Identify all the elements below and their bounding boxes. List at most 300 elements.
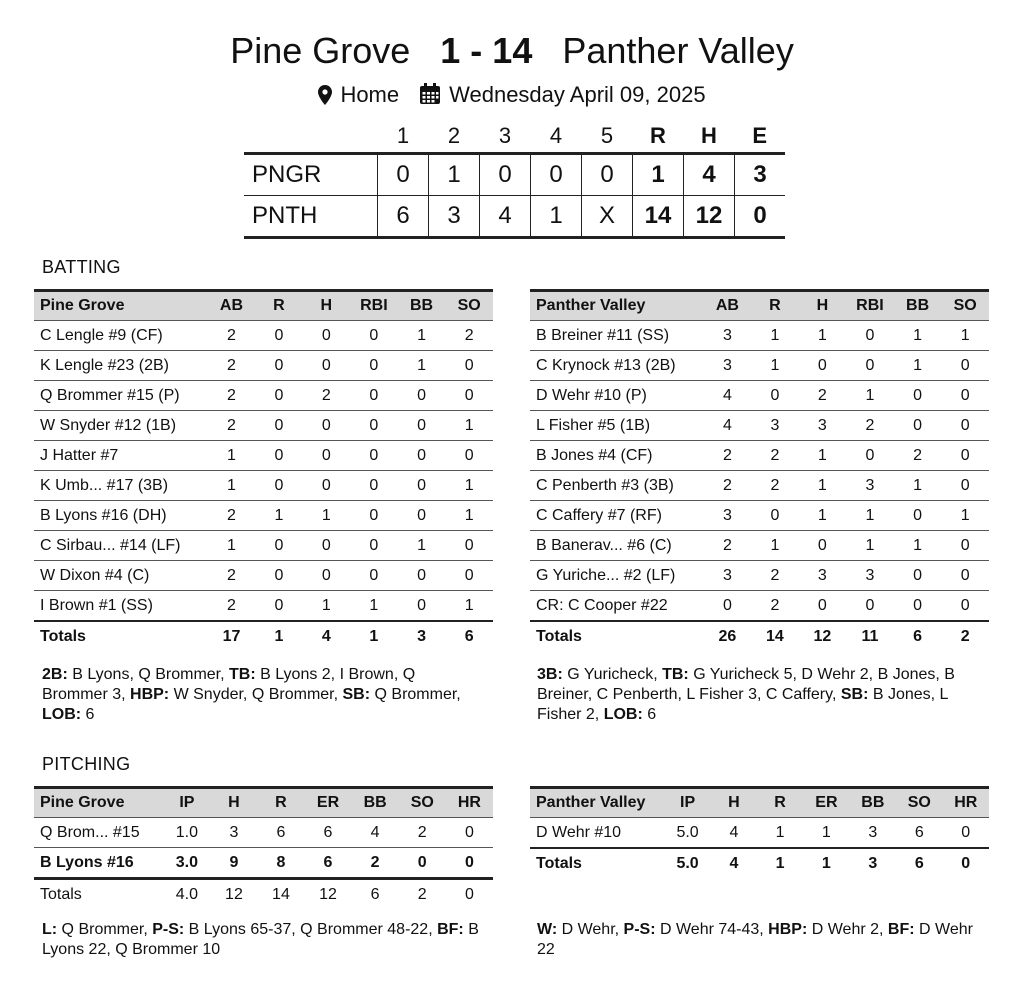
stat-cell: 1 — [398, 351, 446, 381]
stat-cell: 2 — [704, 471, 752, 501]
stat-header-row — [530, 788, 989, 818]
stat-cell: 1 — [208, 471, 256, 501]
totals-cell: 6 — [896, 848, 942, 878]
linescore-inning-cell: 1 — [429, 154, 480, 196]
stat-cell: 1 — [751, 321, 798, 351]
totals-cell: 12 — [319, 885, 337, 903]
stat-cell: 1 — [846, 501, 894, 531]
stat-cell: 0 — [941, 531, 989, 561]
stat-cell: 2 — [208, 321, 256, 351]
stat-cell: 0 — [255, 411, 302, 441]
linescore-r-cell: 1 — [633, 154, 684, 196]
stat-cell: 0 — [398, 471, 446, 501]
stat-cell: 1 — [751, 351, 798, 381]
linescore-inning-cell: 4 — [480, 196, 531, 238]
note-text: B Lyons 2, I Brown, Q Brommer 3, — [42, 666, 416, 703]
linescore-inning-cell: 1 — [531, 196, 582, 238]
player-name: B Jones #4 (CF) — [530, 441, 704, 471]
totals-cell: 6 — [445, 621, 493, 651]
stat-cell: 3 — [850, 818, 896, 849]
linescore-inning-cell: 0 — [582, 154, 633, 196]
player-row — [34, 818, 493, 848]
stat-cell: 3 — [799, 561, 846, 591]
stat-cell: 0 — [751, 501, 798, 531]
location-pin-icon — [318, 85, 332, 111]
column-header: ER — [803, 788, 849, 818]
stat-cell: 0 — [303, 441, 350, 471]
stat-cell: 0 — [894, 591, 942, 622]
note-label: BF: — [437, 921, 464, 938]
column-header: SO — [941, 291, 989, 321]
note-text: 6 — [642, 706, 657, 723]
stat-cell: 0 — [350, 381, 398, 411]
stat-cell: 3 — [846, 471, 894, 501]
player-row — [34, 561, 493, 591]
player-row — [530, 321, 989, 351]
stat-cell: 2 — [352, 848, 399, 879]
totals-row — [530, 621, 989, 651]
player-row — [34, 591, 493, 622]
column-header: RBI — [846, 291, 894, 321]
player-name: Q Brom... #15 — [34, 818, 163, 848]
player-name: G Yuriche... #2 (LF) — [530, 561, 704, 591]
stat-cell: 2 — [303, 381, 350, 411]
stat-cell: 1 — [799, 501, 846, 531]
note-label: 2B: — [42, 666, 68, 683]
stat-cell: 6 — [304, 848, 351, 879]
totals-cell: 14 — [751, 621, 798, 651]
stat-cell: 3 — [704, 351, 752, 381]
player-row — [530, 501, 989, 531]
stat-cell: 3 — [704, 561, 752, 591]
totals-cell: 14 — [272, 885, 290, 903]
column-header: SO — [896, 788, 942, 818]
column-header: R — [757, 788, 803, 818]
player-name: CR: C Cooper #22 — [530, 591, 704, 622]
home-team-name: Pine Grove — [230, 30, 411, 71]
stat-cell: 0 — [941, 381, 989, 411]
stat-cell: 0 — [799, 351, 846, 381]
stat-cell: 0 — [255, 321, 302, 351]
column-header: IP — [664, 788, 710, 818]
player-name: C Krynock #13 (2B) — [530, 351, 704, 381]
team-header: Pine Grove — [34, 291, 208, 321]
stat-cell: 0 — [255, 351, 302, 381]
stat-cell: 0 — [941, 561, 989, 591]
player-name: D Wehr #10 (P) — [530, 381, 704, 411]
column-header: BB — [850, 788, 896, 818]
player-row — [530, 351, 989, 381]
note-label: LOB: — [42, 706, 82, 723]
stat-cell: 4 — [704, 381, 752, 411]
stat-cell: 0 — [445, 441, 493, 471]
stat-cell: 0 — [255, 561, 302, 591]
totals-cell: 0 — [943, 848, 990, 878]
stat-cell: 3 — [704, 321, 752, 351]
stat-cell: 0 — [255, 381, 302, 411]
player-name: B Lyons #16 — [34, 848, 163, 879]
stat-cell: 0 — [941, 411, 989, 441]
stat-cell: 0 — [399, 848, 446, 879]
linescore-inning-cell: X — [582, 196, 633, 238]
stat-cell: 1 — [799, 321, 846, 351]
column-header: HR — [943, 788, 990, 818]
stat-cell: 0 — [846, 351, 894, 381]
stat-cell: 1 — [303, 591, 350, 622]
stat-cell: 0 — [894, 501, 942, 531]
stat-header-row — [34, 788, 493, 818]
linescore-row — [244, 154, 785, 196]
location-label: Home — [340, 82, 400, 107]
stat-cell: 2 — [208, 501, 256, 531]
stat-cell: 1 — [894, 321, 942, 351]
stat-cell: 0 — [255, 591, 302, 622]
stat-cell: 8 — [257, 848, 304, 879]
stat-cell: 1 — [398, 321, 446, 351]
stat-cell: 0 — [350, 561, 398, 591]
totals-row — [34, 621, 493, 651]
linescore-inning-cell: 0 — [378, 154, 429, 196]
player-name: I Brown #1 (SS) — [34, 591, 208, 622]
stat-cell: 0 — [941, 591, 989, 622]
note-text: D Wehr 2, — [807, 921, 888, 938]
stat-cell: 1 — [894, 471, 942, 501]
stat-cell: 0 — [846, 441, 894, 471]
totals-label: Totals — [34, 621, 208, 651]
stat-cell: 3 — [751, 411, 798, 441]
stat-cell: 2 — [445, 321, 493, 351]
final-score: 1 - 14 — [440, 30, 533, 71]
stat-cell: 0 — [303, 321, 350, 351]
note-text: B Lyons 22, Q Brommer 10 — [42, 921, 479, 958]
totals-cell: 1 — [350, 621, 398, 651]
stat-cell: 2 — [751, 591, 798, 622]
stat-cell: 0 — [303, 351, 350, 381]
linescore-inning-cell: 3 — [429, 196, 480, 238]
totals-label: Totals — [40, 885, 82, 903]
linescore-team: PNGR — [244, 154, 378, 196]
linescore-e-cell: 3 — [735, 154, 786, 196]
stat-cell: 0 — [398, 591, 446, 622]
linescore-inning-cell: 6 — [378, 196, 429, 238]
linescore-header-cell: R — [650, 123, 666, 148]
column-header: R — [751, 291, 798, 321]
player-name: B Breiner #11 (SS) — [530, 321, 704, 351]
stat-cell: 2 — [704, 531, 752, 561]
stat-cell: 0 — [303, 561, 350, 591]
pitching-table-home — [34, 786, 493, 909]
stat-cell: 6 — [896, 818, 942, 849]
linescore-header-cell: E — [752, 123, 768, 148]
stat-cell: 2 — [846, 411, 894, 441]
column-header: H — [711, 788, 757, 818]
totals-cell: 12 — [225, 885, 243, 903]
column-header: H — [799, 291, 846, 321]
linescore-header-cell: 5 — [600, 123, 614, 148]
linescore-h-cell: 4 — [684, 154, 735, 196]
totals-cell: 5.0 — [664, 848, 710, 878]
note-label: SB: — [840, 686, 869, 703]
stat-cell: 2 — [799, 381, 846, 411]
totals-label: Totals — [530, 848, 664, 878]
stat-cell: 0 — [350, 501, 398, 531]
stat-cell: 1 — [894, 351, 942, 381]
stat-cell: 0 — [303, 531, 350, 561]
column-header: R — [257, 788, 304, 818]
note-text: Q Brommer, — [57, 921, 153, 938]
note-label: P-S: — [152, 921, 185, 938]
column-header: IP — [163, 788, 210, 818]
stat-cell: 0 — [398, 381, 446, 411]
stat-cell: 1 — [208, 531, 256, 561]
linescore-header-cell: 1 — [396, 123, 410, 148]
player-row — [34, 321, 493, 351]
column-header: AB — [704, 291, 752, 321]
player-row — [34, 441, 493, 471]
note-text: D Wehr, — [557, 921, 624, 938]
stat-cell: 0 — [350, 471, 398, 501]
column-header: H — [210, 788, 257, 818]
player-row — [34, 501, 493, 531]
player-name: C Caffery #7 (RF) — [530, 501, 704, 531]
player-name: J Hatter #7 — [34, 441, 208, 471]
stat-cell: 0 — [398, 561, 446, 591]
stat-cell: 1 — [757, 818, 803, 849]
column-header: BB — [894, 291, 942, 321]
stat-cell: 0 — [445, 561, 493, 591]
column-header: RBI — [350, 291, 398, 321]
note-label: SB: — [342, 686, 371, 703]
stat-cell: 0 — [751, 381, 798, 411]
stat-cell: 0 — [398, 411, 446, 441]
player-row — [34, 411, 493, 441]
column-header: SO — [445, 291, 493, 321]
stat-cell: 6 — [257, 818, 304, 848]
stat-cell: 2 — [208, 561, 256, 591]
note-text: B Lyons 65-37, Q Brommer 48-22, — [184, 921, 438, 938]
stat-cell: 0 — [445, 531, 493, 561]
stat-cell: 1 — [445, 471, 493, 501]
stat-cell: 1.0 — [163, 818, 210, 848]
stat-cell: 0 — [255, 471, 302, 501]
note-label: P-S: — [623, 921, 656, 938]
stat-cell: 0 — [446, 818, 493, 848]
stat-cell: 0 — [350, 531, 398, 561]
totals-cell: 1 — [757, 848, 803, 878]
stat-cell: 0 — [846, 591, 894, 622]
pitching-section-title: PITCHING — [42, 754, 131, 774]
note-label: LOB: — [603, 706, 643, 723]
note-text: D Wehr 74-43, — [655, 921, 769, 938]
totals-cell: 11 — [846, 621, 894, 651]
player-row — [530, 591, 989, 622]
stat-cell: 0 — [446, 848, 493, 879]
note-label: BF: — [887, 921, 915, 938]
player-row — [34, 531, 493, 561]
linescore-inning-cell: 0 — [531, 154, 582, 196]
player-row — [530, 471, 989, 501]
player-row — [530, 411, 989, 441]
batting-table-home — [34, 289, 493, 651]
stat-cell: 1 — [803, 818, 849, 849]
stat-cell: 0 — [894, 411, 942, 441]
stat-cell: 1 — [799, 441, 846, 471]
stat-cell: 0 — [445, 381, 493, 411]
game-meta — [0, 82, 1024, 111]
stat-cell: 5.0 — [664, 818, 710, 849]
totals-row — [530, 848, 989, 878]
totals-cell: 3 — [398, 621, 446, 651]
linescore-inning-cell: 0 — [480, 154, 531, 196]
note-label: L: — [42, 921, 58, 938]
player-name: L Fisher #5 (1B) — [530, 411, 704, 441]
stat-cell: 1 — [751, 531, 798, 561]
stat-cell: 3 — [799, 411, 846, 441]
stat-cell: 0 — [941, 351, 989, 381]
linescore-header-cell: 2 — [447, 123, 461, 148]
note-text: W Snyder, Q Brommer, — [169, 686, 343, 703]
player-row — [34, 351, 493, 381]
stat-cell: 3 — [210, 818, 257, 848]
stat-cell: 0 — [894, 561, 942, 591]
stat-cell: 1 — [398, 531, 446, 561]
stat-cell: 2 — [751, 471, 798, 501]
stat-cell: 0 — [350, 351, 398, 381]
stat-cell: 0 — [941, 471, 989, 501]
calendar-icon — [419, 83, 441, 111]
player-name: K Lengle #23 (2B) — [34, 351, 208, 381]
player-row — [530, 381, 989, 411]
player-row — [530, 561, 989, 591]
stat-cell: 1 — [350, 591, 398, 622]
team-header: Pine Grove — [34, 788, 163, 818]
batting-section-title: BATTING — [42, 257, 121, 277]
totals-cell: 1 — [803, 848, 849, 878]
stat-cell: 0 — [255, 531, 302, 561]
column-header: BB — [398, 291, 446, 321]
stat-header-row — [34, 291, 493, 321]
totals-cell: 6 — [370, 885, 380, 903]
pitching-notes-away — [537, 920, 987, 960]
column-header: R — [255, 291, 302, 321]
stat-cell: 0 — [398, 441, 446, 471]
stat-cell: 1 — [208, 441, 256, 471]
note-text: G Yuricheck 5, D Wehr 2, B Jones, B Breiner, C Penberth, L Fisher 3, C Caffery, — [537, 666, 955, 703]
stat-cell: 0 — [255, 441, 302, 471]
player-row — [34, 471, 493, 501]
totals-cell: 26 — [704, 621, 752, 651]
player-name: C Sirbau... #14 (LF) — [34, 531, 208, 561]
stat-cell: 0 — [303, 411, 350, 441]
player-name: D Wehr #10 — [530, 818, 664, 849]
player-name: C Lengle #9 (CF) — [34, 321, 208, 351]
stat-cell: 0 — [894, 381, 942, 411]
note-label: TB: — [662, 666, 689, 683]
totals-cell: 2 — [417, 885, 427, 903]
column-header: ER — [304, 788, 351, 818]
player-name: K Umb... #17 (3B) — [34, 471, 208, 501]
batting-notes-home — [42, 665, 472, 725]
team-header: Panther Valley — [530, 291, 704, 321]
stat-cell: 0 — [704, 591, 752, 622]
player-row — [34, 381, 493, 411]
stat-cell: 0 — [350, 411, 398, 441]
totals-cell: 2 — [941, 621, 989, 651]
column-header: H — [303, 291, 350, 321]
stat-cell: 2 — [751, 441, 798, 471]
stat-cell: 1 — [799, 471, 846, 501]
pitching-notes-home — [42, 920, 492, 960]
totals-cell: 17 — [208, 621, 256, 651]
stat-cell: 0 — [350, 321, 398, 351]
linescore-row — [244, 196, 785, 238]
stat-cell: 0 — [350, 441, 398, 471]
game-date: Wednesday April 09, 2025 — [449, 82, 706, 107]
player-name: W Snyder #12 (1B) — [34, 411, 208, 441]
stat-cell: 2 — [751, 561, 798, 591]
totals-row — [34, 879, 493, 910]
column-header: AB — [208, 291, 256, 321]
stat-cell: 1 — [894, 531, 942, 561]
stat-cell: 1 — [445, 411, 493, 441]
away-team-name: Panther Valley — [562, 30, 794, 71]
totals-cell: 4.0 — [175, 885, 199, 903]
player-name: B Lyons #16 (DH) — [34, 501, 208, 531]
stat-cell: 1 — [445, 591, 493, 622]
player-name: C Penberth #3 (3B) — [530, 471, 704, 501]
batting-table-away — [530, 289, 989, 651]
stat-cell: 1 — [941, 501, 989, 531]
column-header: BB — [352, 788, 399, 818]
stat-cell: 2 — [208, 351, 256, 381]
linescore-header-cell: H — [701, 123, 717, 148]
totals-cell: 3 — [850, 848, 896, 878]
stat-cell: 0 — [398, 501, 446, 531]
stat-cell: 4 — [711, 818, 757, 849]
totals-cell: 12 — [799, 621, 846, 651]
linescore-r-cell: 14 — [633, 196, 684, 238]
column-header: SO — [399, 788, 446, 818]
stat-cell: 6 — [304, 818, 351, 848]
linescore-table — [244, 120, 785, 239]
player-row — [34, 848, 493, 879]
stat-cell: 2 — [208, 591, 256, 622]
stat-cell: 4 — [704, 411, 752, 441]
note-label: 3B: — [537, 666, 563, 683]
linescore-team: PNTH — [244, 196, 378, 238]
note-text: D Wehr 22 — [537, 921, 973, 958]
stat-cell: 3 — [846, 561, 894, 591]
stat-cell: 9 — [210, 848, 257, 879]
stat-cell: 2 — [704, 441, 752, 471]
pitching-table-away — [530, 786, 989, 878]
linescore-header-cell: 3 — [498, 123, 512, 148]
totals-cell: 4 — [303, 621, 350, 651]
stat-cell: 2 — [894, 441, 942, 471]
totals-cell: 1 — [255, 621, 302, 651]
stat-cell: 1 — [445, 501, 493, 531]
player-name: B Banerav... #6 (C) — [530, 531, 704, 561]
player-name: Q Brommer #15 (P) — [34, 381, 208, 411]
note-label: HBP: — [768, 921, 808, 938]
stat-cell: 0 — [943, 818, 990, 849]
column-header: HR — [446, 788, 493, 818]
player-row — [530, 818, 989, 849]
stat-cell: 1 — [846, 531, 894, 561]
note-text: 6 — [81, 706, 95, 723]
totals-cell: 0 — [464, 885, 474, 903]
stat-cell: 4 — [352, 818, 399, 848]
